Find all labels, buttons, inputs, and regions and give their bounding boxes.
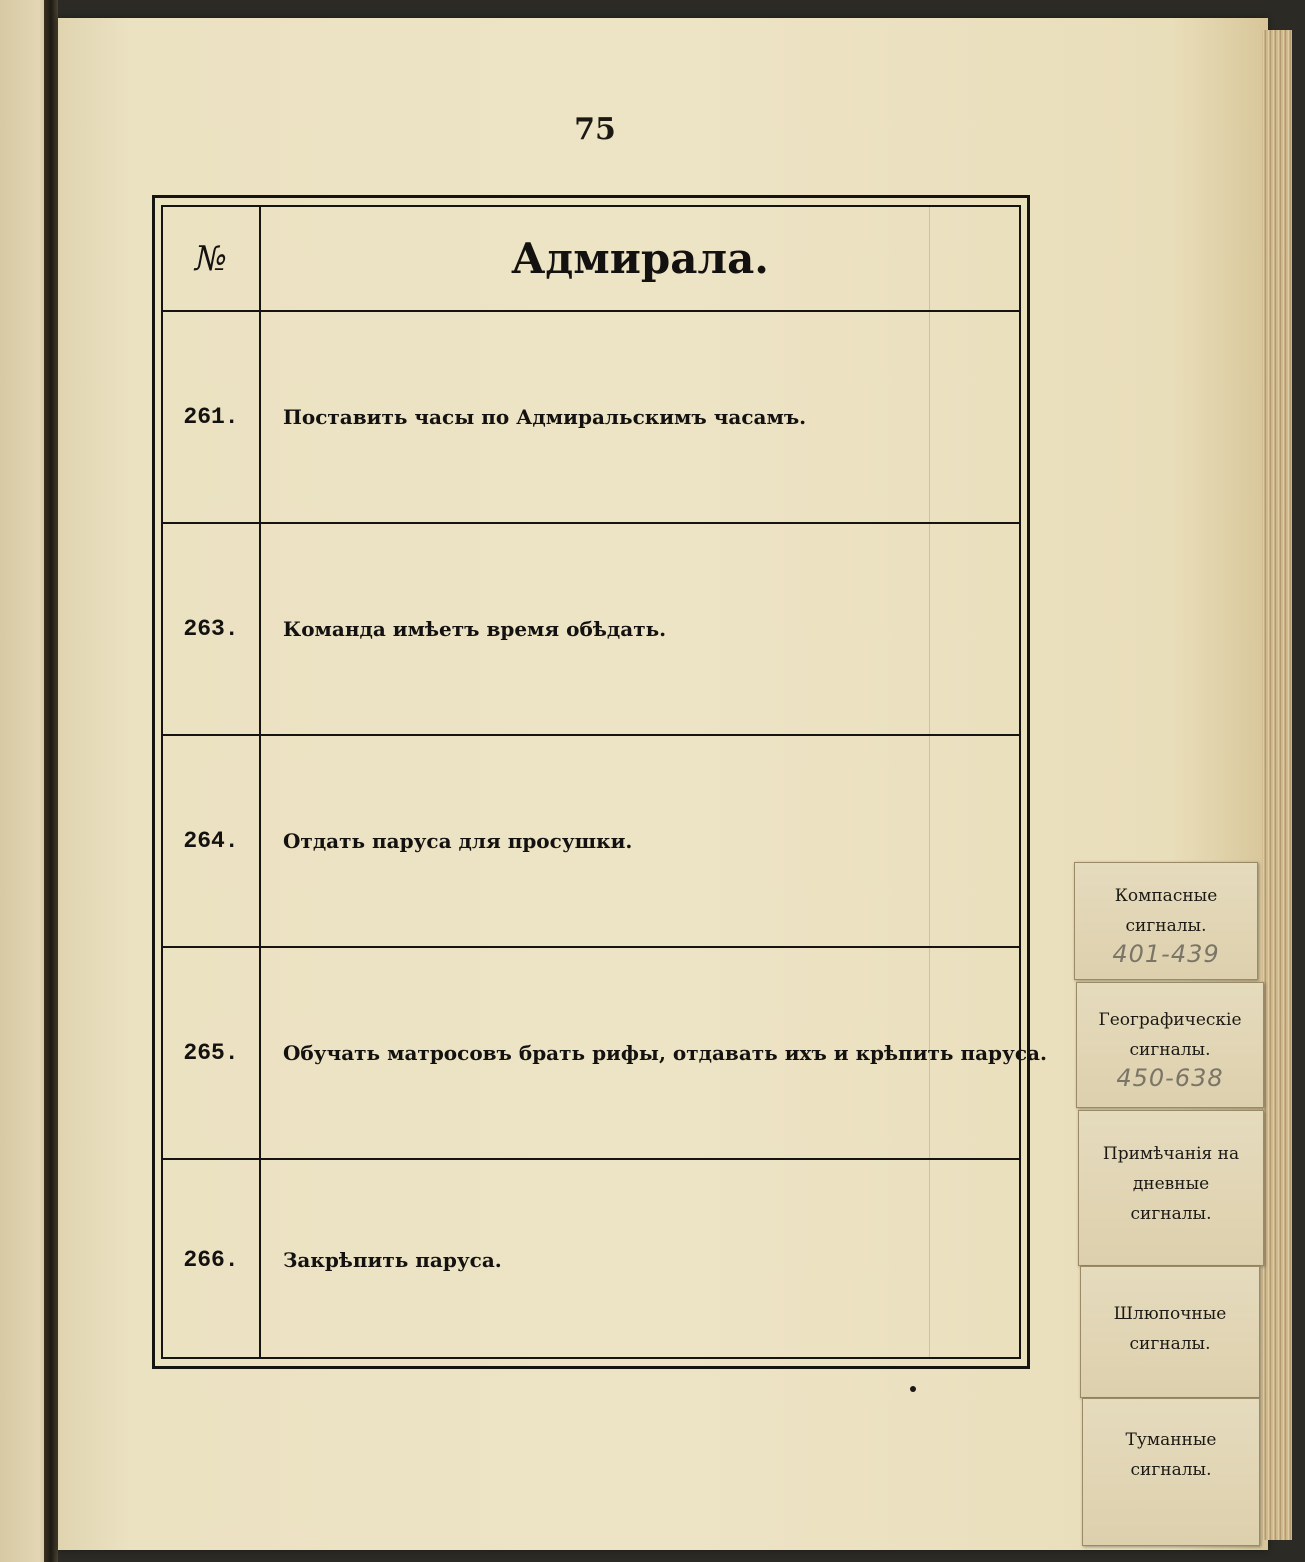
tab-label-line: Компасные — [1114, 886, 1218, 906]
signal-number: 265. — [183, 1040, 239, 1066]
page-edges — [1262, 30, 1292, 1540]
tab-label-line: Туманные — [1125, 1430, 1217, 1450]
table-inner-border — [161, 205, 1047, 1359]
signal-text: Обучать матросовъ брать рифы, отдавать ихъ и крѣпить паруса. — [283, 1041, 1047, 1065]
tab-label-line: сигналы. — [1125, 916, 1207, 936]
tab-notes-day-signals[interactable] — [1078, 1110, 1264, 1266]
signal-number: 263. — [183, 616, 239, 642]
ink-dot — [910, 1386, 916, 1392]
signal-number: 261. — [183, 404, 239, 430]
tab-label-line: сигналы. — [1129, 1334, 1211, 1354]
signal-text: Отдать паруса для просушки. — [283, 829, 633, 853]
tab-geographic-signals[interactable] — [1076, 982, 1264, 1108]
tab-compass-signals[interactable] — [1074, 862, 1258, 980]
table-row — [163, 524, 1019, 736]
signals-table — [152, 195, 1047, 1369]
signal-text: Поставить часы по Адмиральскимъ часамъ. — [283, 405, 807, 429]
table-row — [163, 312, 1019, 524]
tab-label-line: Примѣчанiя на — [1102, 1144, 1240, 1164]
number-column-header: № — [194, 238, 228, 279]
table-title: Адмирала. — [511, 234, 769, 283]
tab-label-line: сигналы. — [1130, 1204, 1212, 1224]
table-row — [163, 948, 1047, 1160]
handwritten-range: 450-638 — [1116, 1064, 1224, 1092]
tab-label-line: Географическiе — [1098, 1010, 1242, 1030]
table-row — [163, 1160, 1019, 1360]
handwritten-range: 401-439 — [1112, 940, 1220, 968]
table-header — [163, 207, 1019, 312]
tab-fog-signals[interactable] — [1082, 1398, 1260, 1546]
page-number: 75 — [574, 112, 616, 147]
tab-label-line: сигналы. — [1130, 1460, 1212, 1480]
tab-boat-signals[interactable] — [1080, 1266, 1260, 1398]
book-spine — [44, 0, 58, 1562]
signal-text: Закрѣпить паруса. — [283, 1248, 502, 1272]
signal-number: 266. — [183, 1247, 239, 1273]
signal-number: 264. — [183, 828, 239, 854]
signal-text: Команда имѣетъ время обѣдать. — [283, 617, 667, 641]
tab-label-line: сигналы. — [1129, 1040, 1211, 1060]
table-row — [163, 736, 1019, 948]
tab-label-line: Шлюпочные — [1113, 1304, 1227, 1324]
tab-label-line: дневные — [1132, 1174, 1210, 1194]
